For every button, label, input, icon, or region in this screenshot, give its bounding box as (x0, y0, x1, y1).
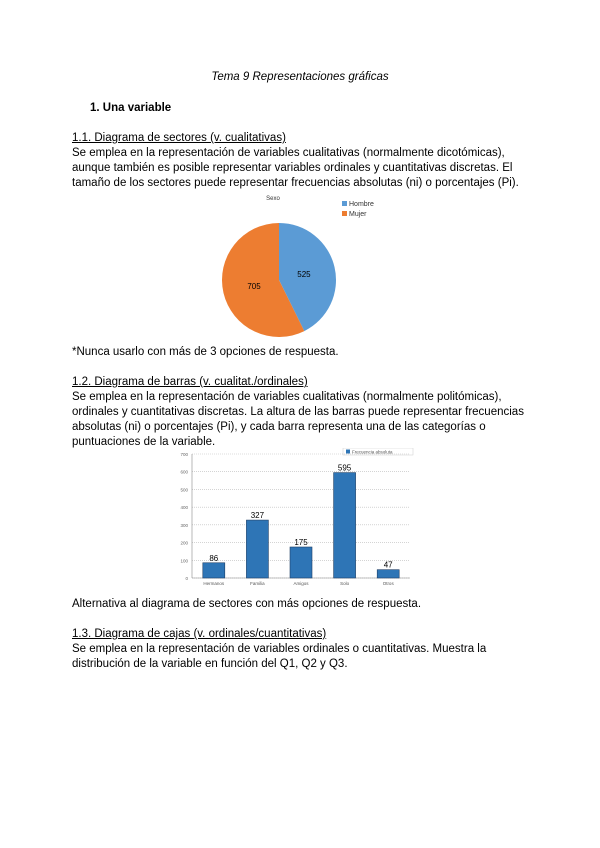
y-tick-label: 500 (180, 487, 188, 493)
y-tick-label: 300 (180, 522, 188, 528)
bar (246, 520, 268, 578)
y-tick-label: 400 (180, 505, 188, 511)
note: Alternativa al diagrama de sectores con más opciones de respuesta. (72, 598, 422, 610)
pie-chart (200, 190, 400, 340)
y-tick-label: 0 (185, 576, 188, 581)
paragraph: ordinales y cuantitativas discretas. La altura de las barras puede representar frecuencias (72, 406, 524, 418)
legend-swatch (342, 201, 347, 206)
x-tick-label: Hermanos (203, 581, 225, 586)
pie-title: Sexo (266, 196, 280, 202)
page-title: Tema 9 Representaciones gráficas (211, 71, 389, 83)
note: *Nunca usarlo con más de 3 opciones de respuesta. (72, 346, 339, 358)
x-tick-label: Familia (250, 581, 265, 586)
paragraph: tamaño de los sectores puede representar frecuencias absolutas (ni) o porcentajes (Pi). (72, 177, 519, 189)
bar-data-label: 327 (250, 511, 265, 521)
pie-data-label: 705 (247, 281, 261, 291)
paragraph: aunque también es posible representar variables ordinales y cuantitativas discretas. El (72, 162, 513, 174)
heading-1-3: 1.3. Diagrama de cajas (v. ordinales/cuantitativas) (72, 628, 327, 640)
legend-label: Mujer (349, 211, 367, 218)
bar-data-label: 47 (383, 560, 393, 570)
legend-swatch (342, 211, 347, 216)
y-tick-label: 600 (180, 469, 188, 475)
heading-1-1: 1.1. Diagrama de sectores (v. cualitativas) (72, 132, 286, 144)
y-tick-label: 100 (180, 558, 188, 564)
paragraph: distribución de la variable en función del Q1, Q2 y Q3. (72, 658, 348, 670)
section-heading: 1. Una variable (90, 102, 172, 114)
x-tick-label: Otros (382, 581, 394, 586)
bar-data-label: 595 (337, 463, 352, 473)
paragraph: absolutas (ni) o porcentajes (Pi), y cada barra representa una de las categorías o (72, 421, 486, 433)
paragraph: puntuaciones de la variable. (72, 436, 216, 448)
heading-1-2: 1.2. Diagrama de barras (v. cualitat./ordinales) (72, 376, 308, 388)
bar-data-label: 175 (294, 538, 308, 547)
legend-label: Frecuencia absoluta (352, 449, 393, 455)
bar (290, 547, 312, 578)
bar (203, 563, 225, 578)
x-tick-label: Amigos (293, 581, 309, 586)
y-tick-label: 700 (180, 452, 188, 457)
y-tick-label: 200 (180, 540, 188, 546)
legend-label: Hombre (349, 201, 374, 208)
legend-swatch (346, 450, 350, 454)
paragraph: Se emplea en la representación de variables cualitativas (normalmente politómicas), (72, 391, 502, 403)
x-tick-label: Solo (340, 581, 350, 586)
bar-data-label: 86 (209, 553, 219, 563)
bar (377, 570, 399, 578)
pie-data-label: 525 (297, 270, 311, 280)
paragraph: Se emplea en la representación de variables ordinales o cuantitativas. Muestra la (72, 643, 487, 655)
paragraph: Se emplea en la representación de variables cualitativas (normalmente dicotómicas), (72, 147, 505, 159)
bar-chart (170, 448, 420, 593)
bar (334, 473, 356, 578)
